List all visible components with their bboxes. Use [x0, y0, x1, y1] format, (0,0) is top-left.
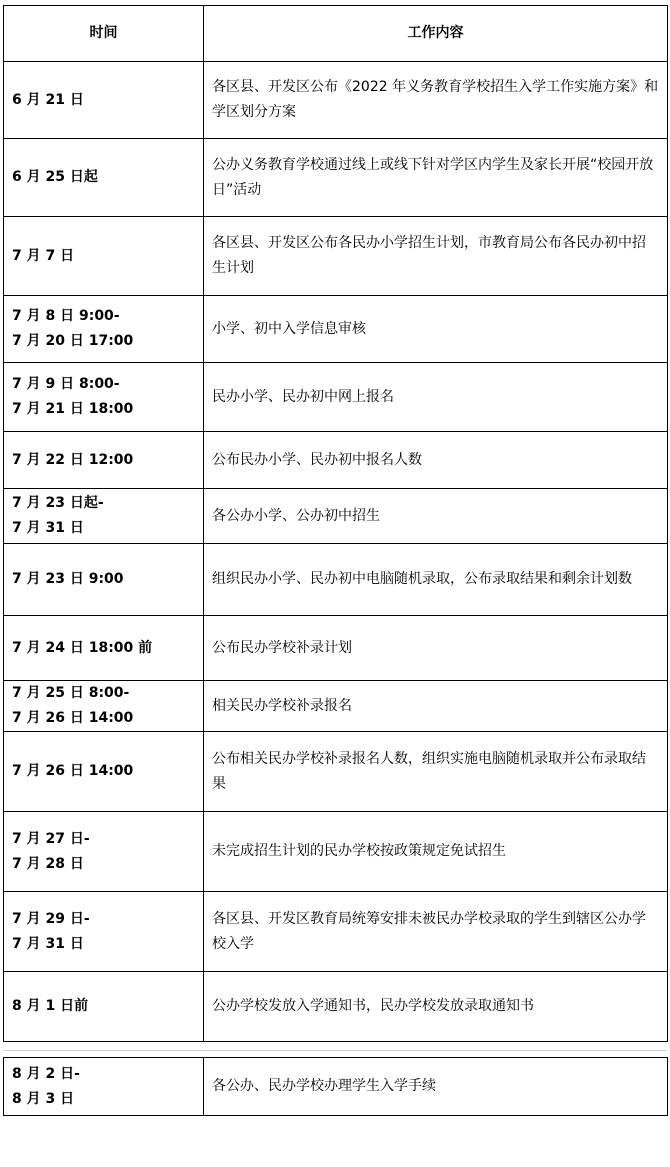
table-row — [4, 616, 668, 681]
row-content: 公布相关民办学校补录报名人数，组织实施电脑随机录取并公布录取结果 — [204, 732, 668, 812]
row-time: 7 月 7 日 — [4, 217, 204, 296]
divider-line — [3, 1050, 667, 1051]
table-row — [4, 432, 668, 489]
row-time: 7 月 27 日- 7 月 28 日 — [4, 812, 204, 892]
table-row — [4, 217, 668, 296]
table-row — [4, 812, 668, 892]
row-time: 7 月 26 日 14:00 — [4, 732, 204, 812]
table-row — [4, 681, 668, 732]
row-content: 民办小学、民办初中网上报名 — [204, 363, 668, 432]
table-row — [4, 139, 668, 217]
row-content: 各公办小学、公办初中招生 — [204, 489, 668, 544]
table-row — [4, 489, 668, 544]
table-row — [4, 363, 668, 432]
row-content: 未完成招生计划的民办学校按政策规定免试招生 — [204, 812, 668, 892]
table-row — [4, 972, 668, 1042]
row-content: 公办义务教育学校通过线上或线下针对学区内学生及家长开展“校园开放日”活动 — [204, 139, 668, 217]
row-time: 6 月 25 日起 — [4, 139, 204, 217]
table-row — [4, 544, 668, 616]
row-content: 公布民办学校补录计划 — [204, 616, 668, 681]
table-row — [4, 62, 668, 139]
row-time: 8 月 1 日前 — [4, 972, 204, 1042]
enrollment-schedule-table-continued — [3, 1057, 668, 1116]
table-header-row — [4, 6, 668, 62]
row-time: 7 月 29 日- 7 月 31 日 — [4, 892, 204, 972]
table-row — [4, 892, 668, 972]
row-time: 7 月 23 日 9:00 — [4, 544, 204, 616]
row-time: 7 月 8 日 9:00- 7 月 20 日 17:00 — [4, 296, 204, 363]
table-row — [4, 296, 668, 363]
row-time: 7 月 24 日 18:00 前 — [4, 616, 204, 681]
table-row — [4, 732, 668, 812]
row-time: 8 月 2 日- 8 月 3 日 — [4, 1058, 204, 1116]
table-row — [4, 1058, 668, 1116]
row-content: 公办学校发放入学通知书，民办学校发放录取通知书 — [204, 972, 668, 1042]
row-content: 相关民办学校补录报名 — [204, 681, 668, 732]
row-content: 各区县、开发区公布《2022 年义务教育学校招生入学工作实施方案》和学区划分方案 — [204, 62, 668, 139]
row-time: 7 月 25 日 8:00- 7 月 26 日 14:00 — [4, 681, 204, 732]
row-content: 公布民办小学、民办初中报名人数 — [204, 432, 668, 489]
row-time: 6 月 21 日 — [4, 62, 204, 139]
row-content: 各区县、开发区公布各民办小学招生计划，市教育局公布各民办初中招生计划 — [204, 217, 668, 296]
row-time: 7 月 23 日起- 7 月 31 日 — [4, 489, 204, 544]
row-content: 各公办、民办学校办理学生入学手续 — [204, 1058, 668, 1116]
row-content: 各区县、开发区教育局统筹安排未被民办学校录取的学生到辖区公办学校入学 — [204, 892, 668, 972]
header-time: 时间 — [4, 6, 204, 62]
row-content: 小学、初中入学信息审核 — [204, 296, 668, 363]
row-content: 组织民办小学、民办初中电脑随机录取，公布录取结果和剩余计划数 — [204, 544, 668, 616]
enrollment-schedule-table — [3, 5, 668, 1042]
header-content: 工作内容 — [204, 6, 668, 62]
row-time: 7 月 9 日 8:00- 7 月 21 日 18:00 — [4, 363, 204, 432]
row-time: 7 月 22 日 12:00 — [4, 432, 204, 489]
